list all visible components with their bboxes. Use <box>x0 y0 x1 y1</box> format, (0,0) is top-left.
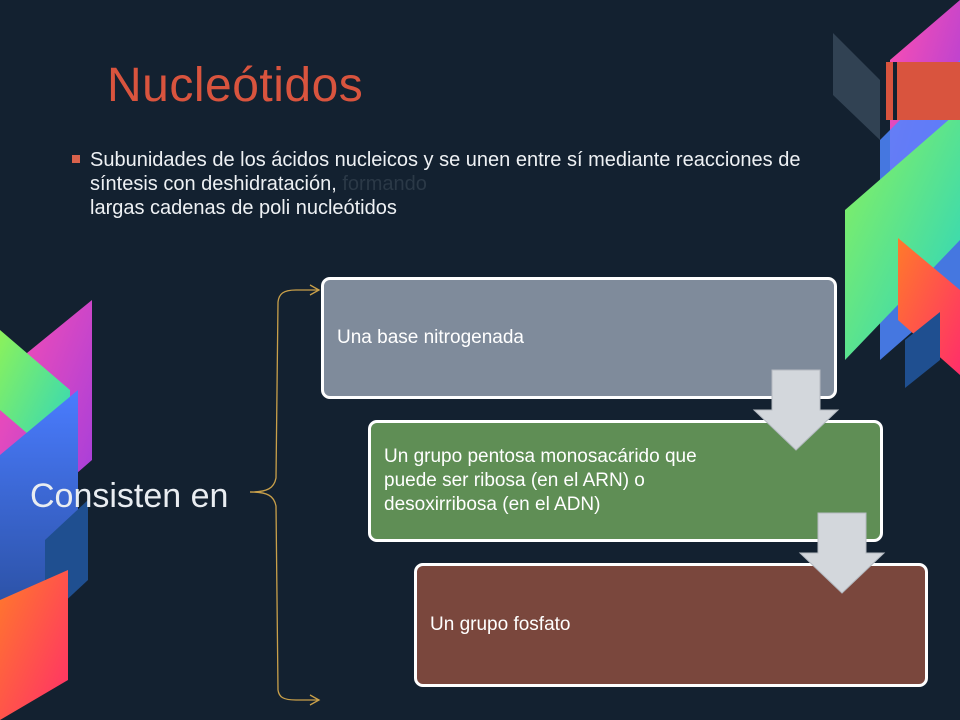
process-step-1-label: Una base nitrogenada <box>337 327 524 348</box>
bullet-text: Subunidades de los ácidos nucleicos y se unen entre sí mediante reacciones de síntesis con deshidratación, <box>90 149 801 195</box>
bullet-text-end: largas cadenas de poli nucleótidos <box>90 197 397 219</box>
process-step-2-label: Un grupo pentosa monosacárido que puede ser ribosa (en el ARN) o desoxirribosa (en el ADN) <box>384 446 697 515</box>
bullet-faded-text: formando <box>342 173 427 195</box>
bracket-lower <box>250 492 319 700</box>
slide-title: Nucleótidos <box>107 59 364 112</box>
down-arrow-icon <box>798 511 888 595</box>
process-step-3-label: Un grupo fosfato <box>430 614 571 635</box>
consisten-en-label: Consisten en <box>30 477 229 515</box>
down-arrow-icon <box>752 368 842 452</box>
bracket-upper <box>250 290 319 492</box>
